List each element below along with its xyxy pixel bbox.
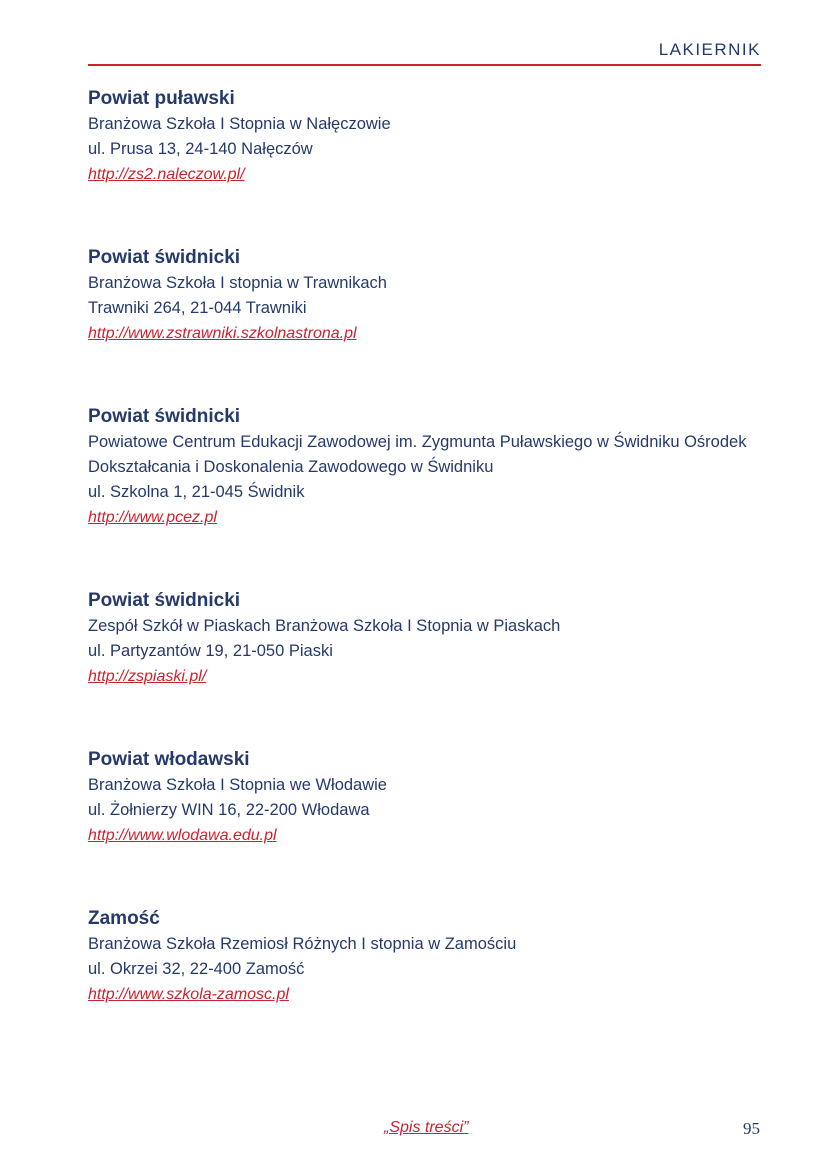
school-entry (88, 86, 761, 187)
school-name: Zespół Szkół w Piaskach Branżowa Szkoła I Stopnia w Piaskach (88, 617, 561, 635)
school-address: ul. Żołnierzy WIN 16, 22-200 Włodawa (88, 801, 370, 819)
school-address: ul. Partyzantów 19, 21-050 Piaski (88, 642, 333, 660)
district-heading: Powiat włodawski (88, 749, 250, 770)
district-heading: Powiat świdnicki (88, 590, 241, 611)
school-name: Branżowa Szkoła I Stopnia we Włodawie (88, 776, 387, 794)
district-heading: Powiat świdnicki (88, 247, 241, 268)
school-list (88, 86, 761, 1065)
school-entry (88, 747, 761, 848)
school-address: ul. Prusa 13, 24-140 Nałęczów (88, 140, 313, 158)
school-name: Powiatowe Centrum Edukacji Zawodowej im. Zygmunta Puławskiego w Świdniku Ośrodek (88, 433, 747, 451)
school-website-link[interactable]: http://www.wlodawa.edu.pl (88, 827, 277, 844)
school-name: Branżowa Szkoła Rzemiosł Różnych I stopnia w Zamościu (88, 935, 517, 953)
school-name: Branżowa Szkoła I stopnia w Trawnikach (88, 274, 387, 292)
school-entry (88, 906, 761, 1007)
district-heading: Zamość (88, 908, 160, 929)
school-address: ul. Szkolna 1, 21-045 Świdnik (88, 483, 305, 501)
school-website-link[interactable]: http://www.szkola-zamosc.pl (88, 986, 289, 1003)
school-address: ul. Okrzei 32, 22-400 Zamość (88, 960, 305, 978)
district-heading: Powiat świdnicki (88, 406, 241, 427)
section-title: LAKIERNIK (658, 40, 761, 59)
school-website-link[interactable]: http://www.zstrawniki.szkolnastrona.pl (88, 325, 357, 342)
school-website-link[interactable]: http://www.pcez.pl (88, 509, 217, 526)
school-website-link[interactable]: http://zspiaski.pl/ (88, 668, 207, 685)
district-heading: Powiat puławski (88, 88, 235, 109)
school-entry (88, 245, 761, 346)
school-name-continued: Dokształcania i Doskonalenia Zawodowego w Świdniku (88, 458, 494, 476)
header-divider (88, 64, 761, 66)
school-entry (88, 404, 761, 530)
school-name: Branżowa Szkoła I Stopnia w Nałęczowie (88, 115, 391, 133)
page-number: 95 (743, 1119, 760, 1138)
school-website-link[interactable]: http://zs2.naleczow.pl/ (88, 166, 245, 183)
page-header (88, 38, 761, 66)
table-of-contents-link[interactable]: „Spis treści” (384, 1119, 469, 1136)
school-entry (88, 588, 761, 689)
school-address: Trawniki 264, 21-044 Trawniki (88, 299, 307, 317)
